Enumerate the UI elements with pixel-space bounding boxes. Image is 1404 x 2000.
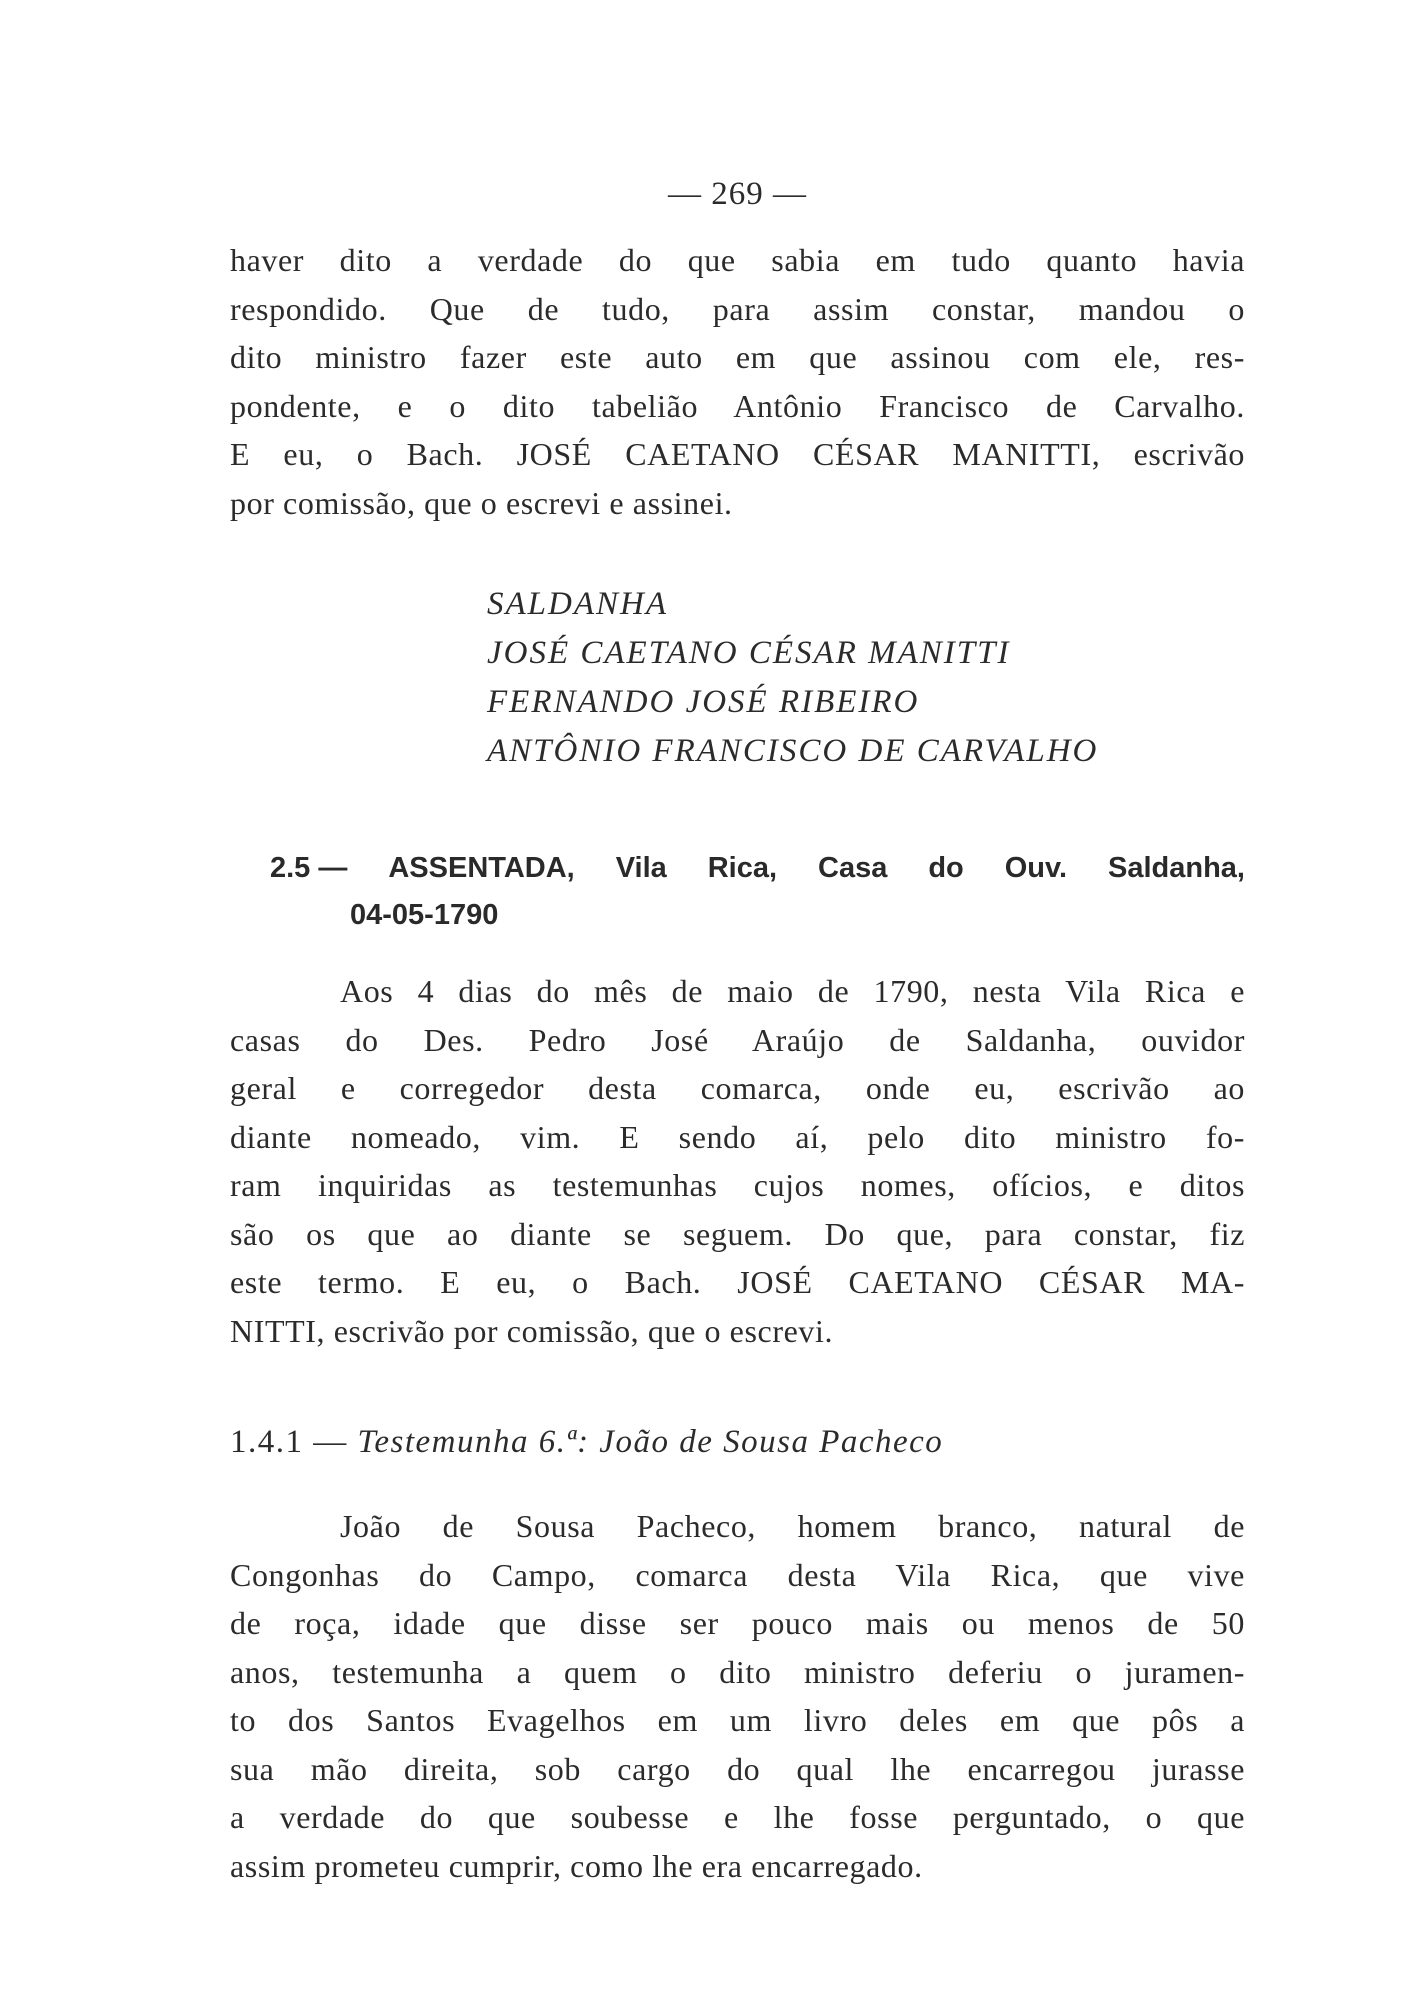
text-line: anos, testemunha a quem o dito ministro deferiu o juramen- <box>230 1653 1245 1690</box>
text-line: de roça, idade que disse ser pouco mais ou menos de 50 <box>230 1605 1245 1641</box>
heading-word: Rica, <box>707 852 778 884</box>
text-line: este termo. E eu, o Bach. JOSÉ CAETANO CÉSAR MA- <box>230 1264 1245 1300</box>
text-line: casas do Des. Pedro José Araújo de Saldanha, ouvidor <box>230 1021 1245 1058</box>
section-date: 04-05-1790 <box>350 899 499 931</box>
heading-word: do <box>928 852 964 884</box>
signature-line: JOSÉ CAETANO CÉSAR MANITTI <box>487 635 1011 671</box>
heading-word: Ouv. <box>1004 852 1068 884</box>
text-line: geral e corregedor desta comarca, onde eu, escrivão ao <box>230 1070 1245 1106</box>
subsection-title: Testemunha 6.ª: João de Sousa Pacheco <box>357 1424 944 1460</box>
page-number: — 269 — <box>668 176 807 212</box>
text-line: dito ministro fazer este auto em que assinou com ele, res- <box>230 339 1245 375</box>
text-line: E eu, o Bach. JOSÉ CAETANO CÉSAR MANITTI, escrivão <box>230 436 1245 472</box>
text-line: João de Sousa Pacheco, homem branco, natural de <box>340 1508 1245 1544</box>
text-line: a verdade do que soubesse e lhe fosse perguntado, o que <box>230 1799 1245 1835</box>
text-line: sua mão direita, sob cargo do qual lhe encarregou jurasse <box>230 1750 1245 1787</box>
heading-word: ASSENTADA, <box>388 852 575 884</box>
text-line: diante nomeado, vim. E sendo aí, pelo dito ministro fo- <box>230 1118 1245 1155</box>
heading-word: Casa <box>818 852 888 884</box>
section-heading-line <box>270 845 1245 892</box>
paragraph-assentada <box>230 967 1245 1355</box>
paragraph-closing <box>230 236 1245 527</box>
text-line: são os que ao diante se seguem. Do que, para constar, fiz <box>230 1215 1245 1252</box>
paragraph-testimony <box>230 1502 1245 1890</box>
text-line: pondente, e o dito tabelião Antônio Francisco de Carvalho. <box>230 387 1245 424</box>
subsection-number: 1.4.1 — <box>230 1424 348 1460</box>
signature-block <box>487 580 1098 776</box>
text-line: assim prometeu cumprir, como lhe era encarregado. <box>230 1847 923 1884</box>
signature-line: SALDANHA <box>487 586 668 622</box>
section-number: 2.5 — <box>270 852 348 884</box>
text-line: respondido. Que de tudo, para assim constar, mandou o <box>230 290 1245 327</box>
text-line: to dos Santos Evagelhos em um livro deles em que pôs a <box>230 1702 1245 1738</box>
heading-word: Vila <box>615 852 667 884</box>
heading-word: Saldanha, <box>1108 852 1245 884</box>
text-line: Aos 4 dias do mês de maio de 1790, nesta Vila Rica e <box>340 973 1245 1009</box>
text-line: por comissão, que o escrevi e assinei. <box>230 484 733 521</box>
subsection-heading <box>230 1424 943 1461</box>
section-heading <box>270 845 1245 939</box>
text-line: Congonhas do Campo, comarca desta Vila Rica, que vive <box>230 1556 1245 1593</box>
text-line: haver dito a verdade do que sabia em tudo quanto havia <box>230 242 1245 278</box>
text-line: NITTI, escrivão por comissão, que o escrevi. <box>230 1312 834 1349</box>
signature-line: FERNANDO JOSÉ RIBEIRO <box>487 684 920 720</box>
signature-line: ANTÔNIO FRANCISCO DE CARVALHO <box>487 733 1099 769</box>
text-line: ram inquiridas as testemunhas cujos nomes, ofícios, e ditos <box>230 1167 1245 1203</box>
